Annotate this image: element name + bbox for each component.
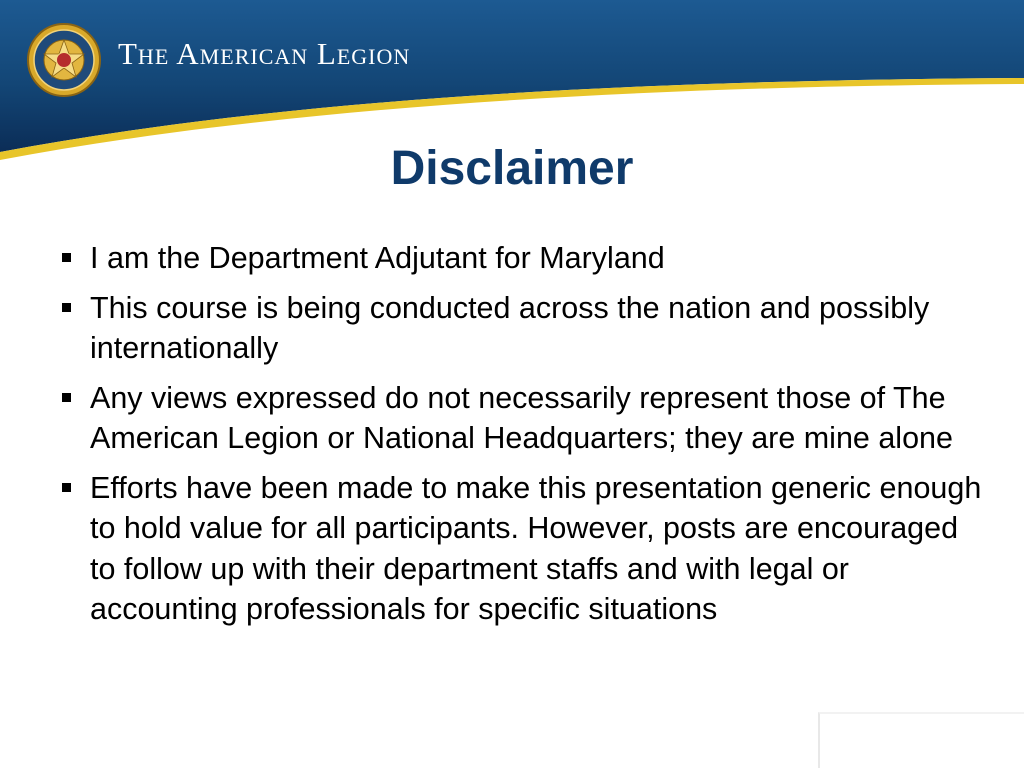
bullet-text: Any views expressed do not necessarily represent those of The American Legion or National Headquarters; they are mine alone <box>90 380 953 455</box>
bullet-item <box>62 238 982 279</box>
bullet-text: Efforts have been made to make this presentation generic enough to hold value for all participants. However, posts are encouraged to follow up with their department staffs and with legal or accounting professionals for specific situations <box>90 470 982 626</box>
slide-corner-placeholder <box>818 712 1024 768</box>
american-legion-emblem-icon <box>26 22 102 98</box>
square-bullet-icon <box>62 303 71 312</box>
bullet-text: I am the Department Adjutant for Maryland <box>90 241 665 275</box>
bullet-text: This course is being conducted across the nation and possibly internationally <box>90 290 930 365</box>
organization-name: The American Legion <box>118 36 411 71</box>
square-bullet-icon <box>62 483 71 492</box>
square-bullet-icon <box>62 253 71 262</box>
square-bullet-icon <box>62 393 71 402</box>
slide-title: Disclaimer <box>390 142 634 195</box>
bullet-item <box>62 468 982 630</box>
bullet-item <box>62 378 982 459</box>
bullet-item <box>62 288 982 369</box>
bullet-list <box>62 238 982 639</box>
